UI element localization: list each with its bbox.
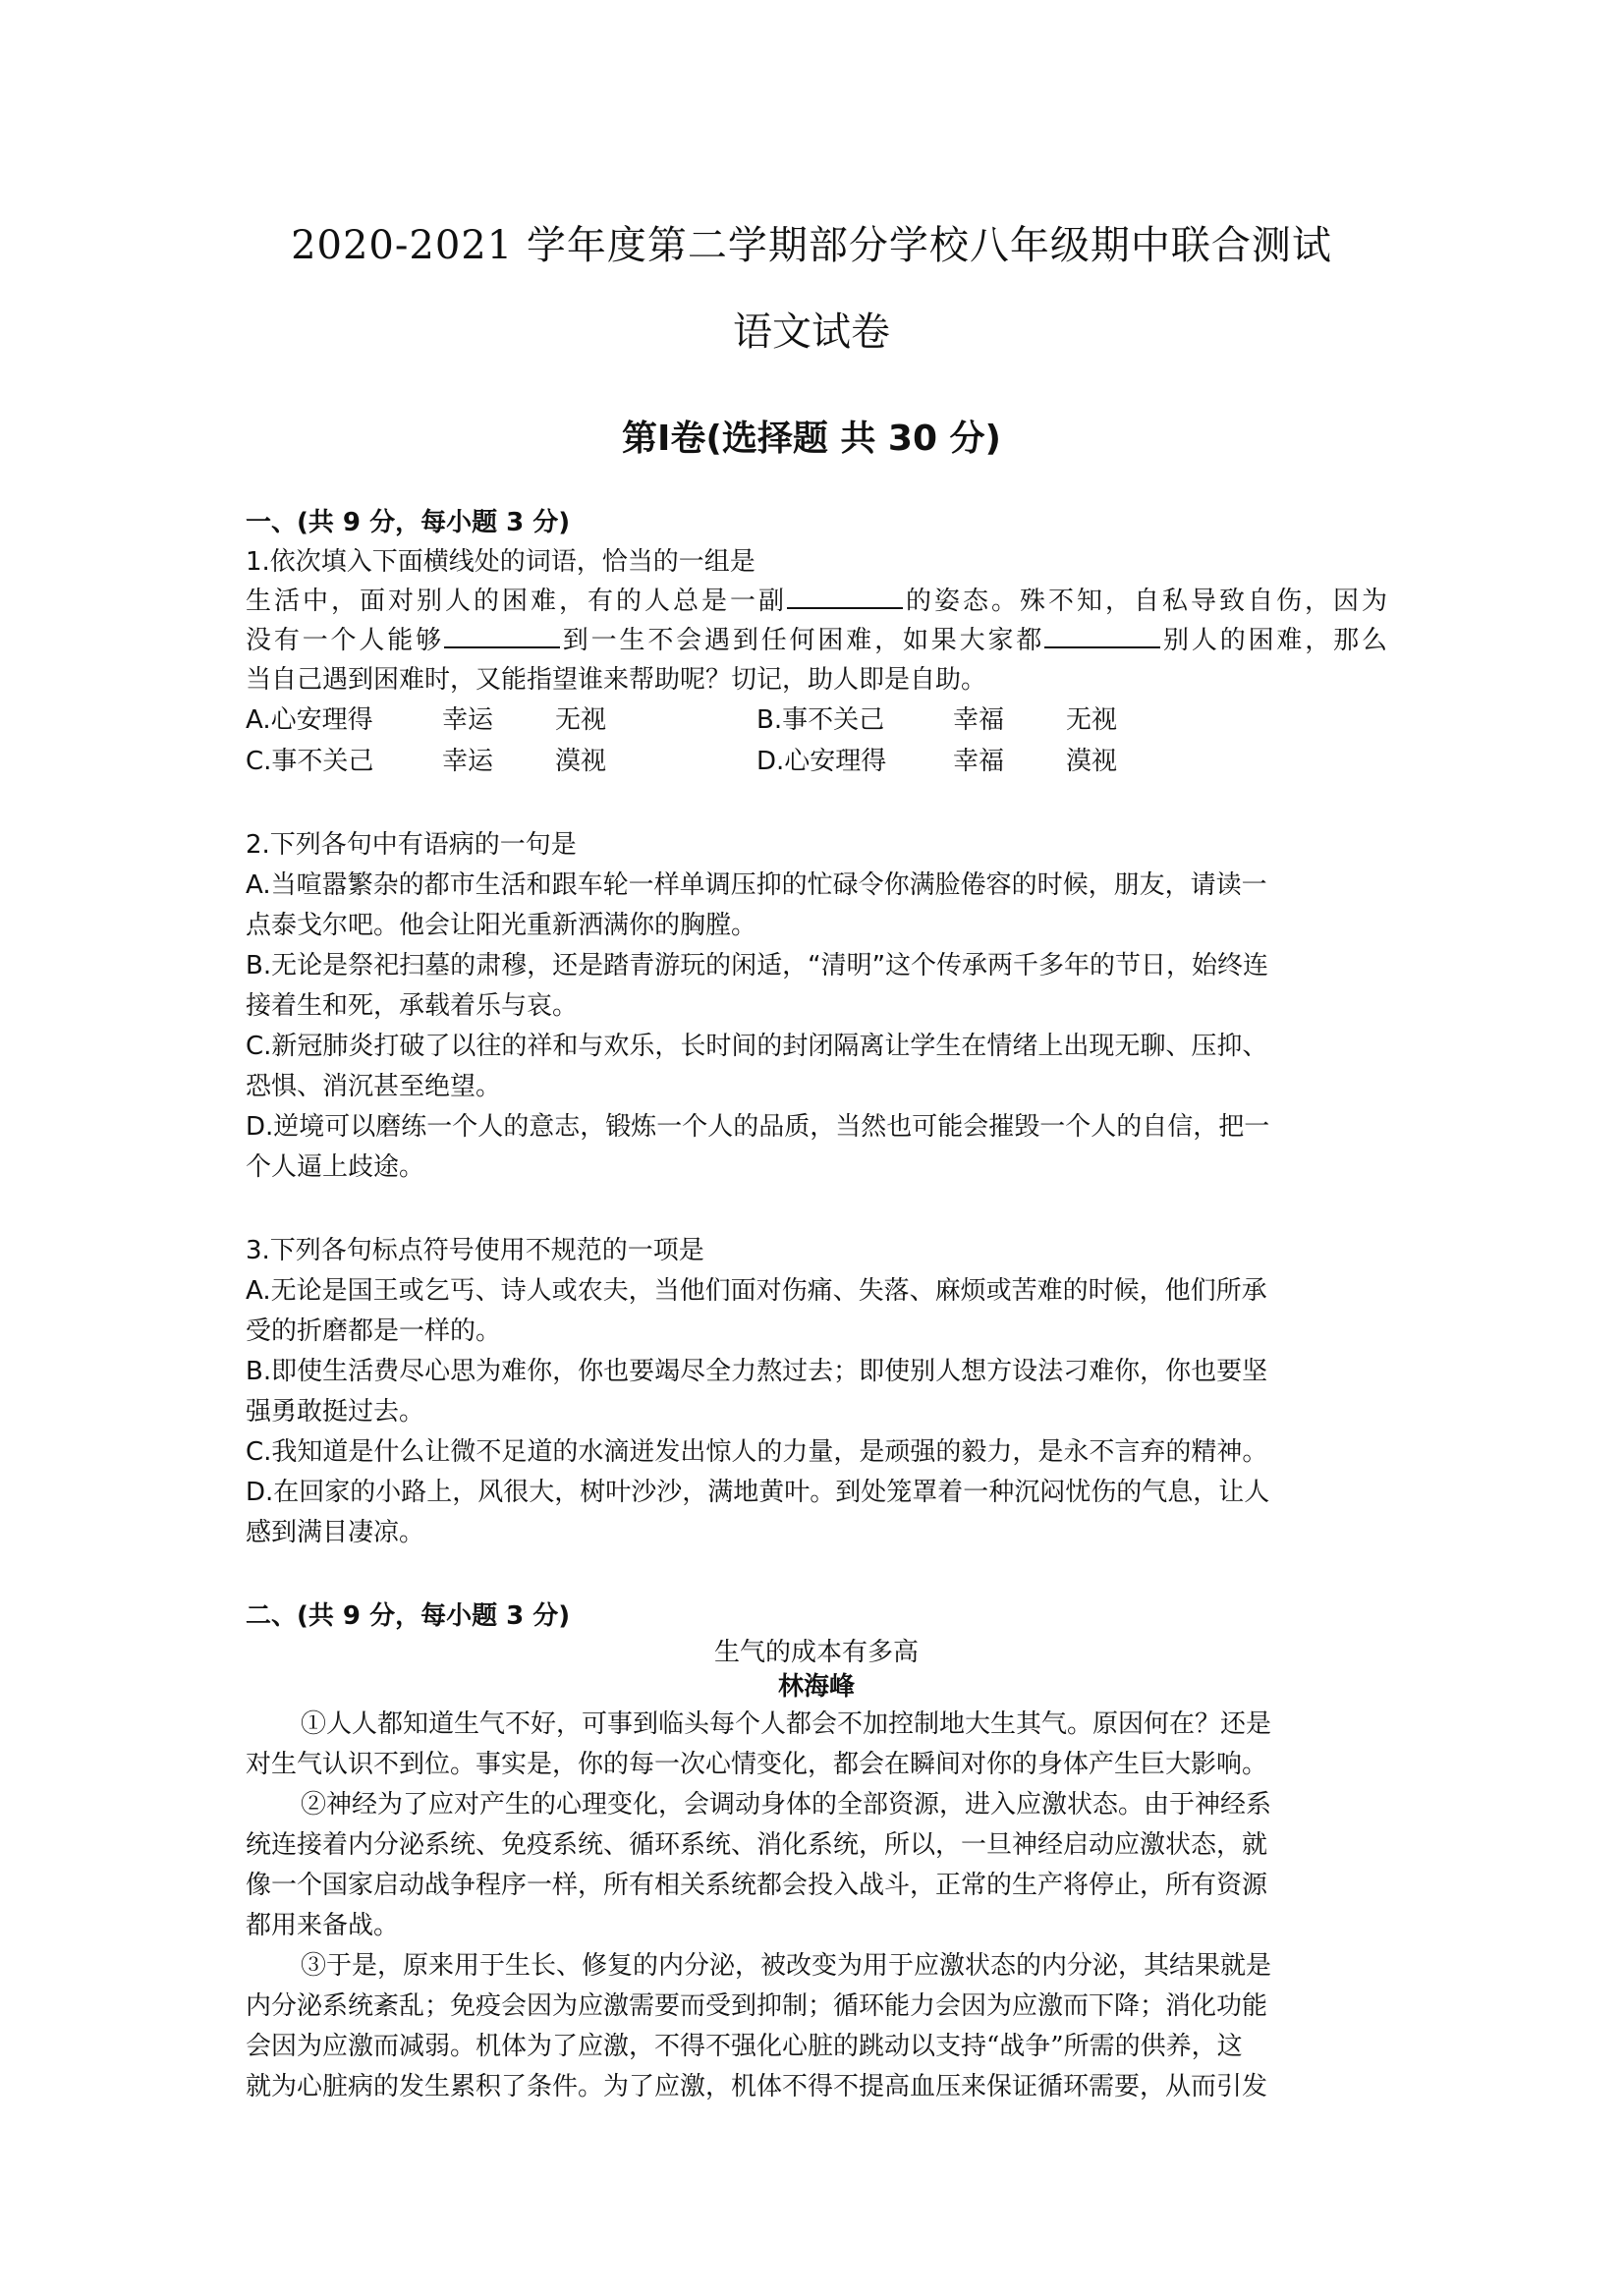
q3-line: 受的折磨都是一样的。 — [246, 1316, 502, 1346]
q2-line: C.新冠肺炎打破了以往的祥和与欢乐，长时间的封闭隔离让学生在情绪上出现无聊、压抑、 — [246, 1032, 1268, 1061]
q3-line: 强勇敢挺过去。 — [246, 1397, 425, 1427]
q2-line: 接着生和死，承载着乐与哀。 — [246, 991, 579, 1021]
q1-text-line: 没有一个人能够 到一生不会遇到任何困难，如果大家都 别人的困难，那么 — [246, 621, 1387, 660]
article-line: 会因为应激而减弱。机体为了应激，不得不强化心脏的跳动以支持“战争”所需的供养，这 — [246, 2032, 1243, 2061]
q1-text-line: 当自己遇到困难时，又能指望谁来帮助呢？切记，助人即是自助。 — [246, 665, 987, 695]
section-heading: 第Ⅰ卷(选择题 共 30 分) — [622, 419, 1001, 459]
article-line: ③于是，原来用于生长、修复的内分泌，被改变为用于应激状态的内分泌，其结果就是 — [301, 1951, 1272, 1981]
q2-line: 点泰戈尔吧。他会让阳光重新洒满你的胸膛。 — [246, 911, 757, 940]
answer-blank — [787, 582, 903, 609]
q2-line: 个人逼上歧途。 — [246, 1152, 425, 1182]
article-line: ①人人都知道生气不好，可事到临头每个人都会不加控制地大生其气。原因何在？还是 — [301, 1709, 1272, 1739]
q3-line: 3.下列各句标点符号使用不规范的一项是 — [246, 1236, 704, 1265]
q2-line: A.当喧嚣繁杂的都市生活和跟车轮一样单调压抑的忙碌令你满脸倦容的时候，朋友，请读一 — [246, 870, 1267, 900]
option-d: D.心安理得 幸福 漠视 — [756, 747, 1118, 776]
part2-heading: 二、(共 9 分，每小题 3 分) — [246, 1601, 571, 1631]
q3-line: B.即使生活费尽心思为难你，你也要竭尽全力熬过去；即使别人想方设法刁难你，你也要坚 — [246, 1357, 1268, 1386]
answer-blank — [1044, 621, 1160, 648]
q3-line: D.在回家的小路上，风很大，树叶沙沙，满地黄叶。到处笼罩着一种沉闷忧伤的气息，让人 — [246, 1478, 1270, 1507]
article-author: 林海峰 — [777, 1672, 855, 1702]
q2-line: D.逆境可以磨练一个人的意志，锻炼一个人的品质，当然也可能会摧毁一个人的自信，把一 — [246, 1112, 1270, 1142]
q2-line: B.无论是祭祀扫墓的肃穆，还是踏青游玩的闲适，“清明”这个传承两千多年的节日，始终连 — [246, 951, 1269, 980]
q3-line: C.我知道是什么让微不足道的水滴迸发出惊人的力量，是顽强的毅力，是永不言弃的精神。 — [246, 1437, 1268, 1467]
article-line: 都用来备战。 — [246, 1911, 400, 1940]
q3-line: A.无论是国王或乞丐、诗人或农夫，当他们面对伤痛、失落、麻烦或苦难的时候，他们所承 — [246, 1276, 1267, 1306]
option-b: B.事不关己 幸福 无视 — [756, 705, 1118, 735]
exam-subtitle: 语文试卷 — [733, 309, 890, 355]
q2-block — [246, 825, 1387, 1188]
q1-options-row — [246, 700, 1387, 741]
q1-stem: 1.依次填入下面横线处的词语，恰当的一组是 — [246, 547, 756, 577]
article-line: ②神经为了应对产生的心理变化，会调动身体的全部资源，进入应激状态。由于神经系 — [301, 1790, 1272, 1820]
option-a: A.心安理得 幸运 无视 — [246, 705, 607, 735]
article-line: 统连接着内分泌系统、免疫系统、循环系统、消化系统，所以，一旦神经启动应激状态，就 — [246, 1830, 1268, 1860]
exam-title: 2020-2021 学年度第二学期部分学校八年级期中联合测试 — [291, 223, 1332, 268]
article-paragraph — [246, 1946, 1387, 2107]
article-paragraph — [246, 1705, 1387, 1785]
q3-block — [246, 1231, 1387, 1553]
exam-body — [246, 503, 1387, 2107]
article-paragraph — [246, 1785, 1387, 1946]
article-line: 对生气认识不到位。事实是，你的每一次心情变化，都会在瞬间对你的身体产生巨大影响。 — [246, 1750, 1268, 1779]
article-line: 像一个国家启动战争程序一样，所有相关系统都会投入战斗，正常的生产将停止，所有资源 — [246, 1871, 1268, 1900]
q2-line: 恐惧、消沉甚至绝望。 — [246, 1072, 502, 1101]
q3-line: 感到满目凄凉。 — [246, 1518, 425, 1547]
answer-blank — [444, 621, 560, 648]
q1-text-line: 生活中，面对别人的困难，有的人总是一副 的姿态。殊不知，自私导致自伤，因为 — [246, 582, 1387, 621]
part1-heading: 一、(共 9 分，每小题 3 分) — [246, 508, 571, 537]
article-line: 就为心脏病的发生累积了条件。为了应激，机体不得不提高血压来保证循环需要，从而引发 — [246, 2072, 1268, 2101]
article-title: 生气的成本有多高 — [713, 1638, 919, 1667]
q1-options-row — [246, 741, 1387, 782]
option-c: C.事不关己 幸运 漠视 — [246, 747, 607, 776]
article-line: 内分泌系统紊乱；免疫会因为应激需要而受到抑制；循环能力会因为应激而下降；消化功能 — [246, 1991, 1268, 2021]
q2-line: 2.下列各句中有语病的一句是 — [246, 830, 577, 860]
